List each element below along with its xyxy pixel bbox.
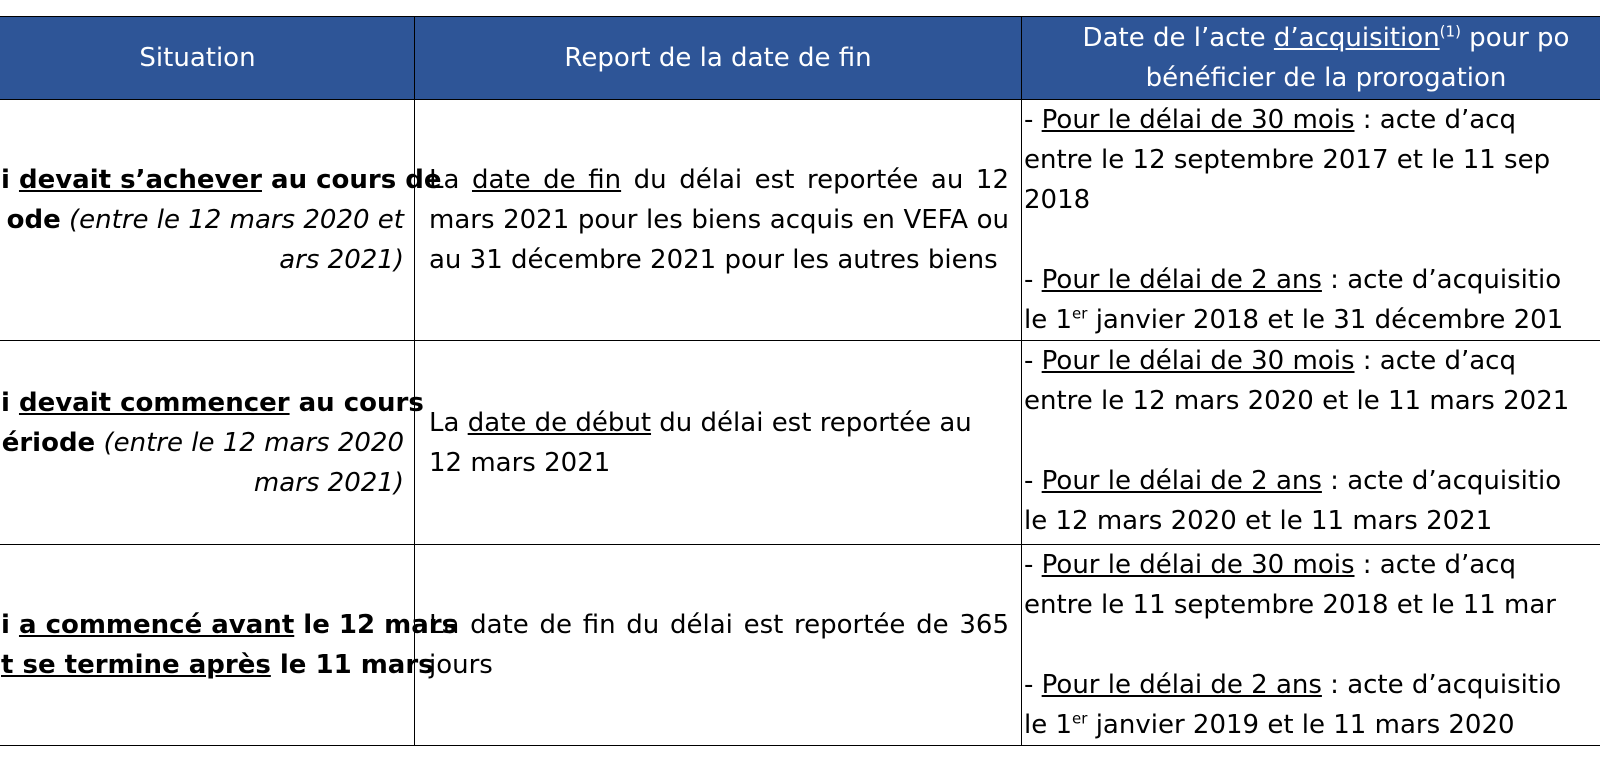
acte-delay-label: Pour le délai de 30 mois xyxy=(1041,105,1355,135)
acte-delay-label: Pour le délai de 30 mois xyxy=(1041,550,1355,580)
report-cell xyxy=(415,100,1022,341)
table-row xyxy=(0,341,1600,545)
acte-dash: - xyxy=(1024,466,1042,496)
situation-period: (entre le 12 mars 2020 et xyxy=(60,205,404,235)
header-acte-text-line2: bénéficier de la prorogation xyxy=(1145,63,1507,93)
situation-text: ode xyxy=(6,205,61,235)
acte-text: : acte d’acq xyxy=(1354,550,1516,580)
acte-dash: - xyxy=(1024,670,1042,700)
acte-text: janvier 2019 et le 11 mars 2020 xyxy=(1087,710,1515,740)
ordinal-suffix: er xyxy=(1072,709,1088,728)
report-cell xyxy=(415,341,1022,545)
acte-cell xyxy=(1022,341,1600,545)
acte-text: : acte d’acquisitio xyxy=(1321,466,1562,496)
report-keyword: date de fin xyxy=(471,165,622,195)
situation-text: i xyxy=(1,387,19,418)
prorogation-table-container xyxy=(0,16,1600,746)
header-report: Report de la date de fin xyxy=(415,17,1022,100)
acte-text: : acte d’acquisitio xyxy=(1321,265,1562,295)
situation-keyword: t se termine après xyxy=(1,650,271,680)
report-text: La xyxy=(429,407,468,438)
acte-delay-label: Pour le délai de 30 mois xyxy=(1041,346,1355,376)
acte-text: le 12 mars 2020 et le 11 mars 2021 xyxy=(1024,506,1493,536)
situation-text: i xyxy=(1,610,19,640)
paragraph-spacer xyxy=(1024,625,1600,665)
situation-cell xyxy=(0,100,442,341)
situation-text: le 12 mars xyxy=(294,610,458,640)
situation-cell xyxy=(0,545,458,746)
table-row xyxy=(0,545,1600,746)
situation-text: au cours xyxy=(289,387,424,418)
acte-text: le 1 xyxy=(1024,710,1073,740)
situation-keyword: devait commencer xyxy=(18,387,290,418)
report-text: du délai est reportée au 12 mars 2021 xyxy=(429,407,972,478)
acte-cell xyxy=(1022,100,1600,341)
acquisition-footnote-link[interactable]: d’acquisition xyxy=(1273,23,1440,53)
report-text: La xyxy=(429,165,472,195)
prorogation-table xyxy=(0,16,1600,746)
paragraph-spacer xyxy=(1024,220,1600,260)
acte-text: : acte d’acquisitio xyxy=(1321,670,1562,700)
acte-dash: - xyxy=(1024,265,1042,295)
acte-text: : acte d’acq xyxy=(1354,105,1516,135)
situation-period: ars 2021) xyxy=(279,245,404,275)
acte-text: : acte d’acq xyxy=(1354,346,1516,376)
report-keyword: date de début xyxy=(467,407,652,438)
table-row xyxy=(0,100,1600,341)
acte-dash: - xyxy=(1024,550,1042,580)
table-header-row xyxy=(0,17,1600,100)
footnote-marker: (1) xyxy=(1439,22,1461,41)
acte-text: janvier 2018 et le 31 décembre 201 xyxy=(1087,305,1564,335)
acte-dash: - xyxy=(1024,346,1042,376)
header-acte-text-a: Date de l’acte xyxy=(1082,23,1274,53)
acte-text: le 1 xyxy=(1024,305,1073,335)
acte-text: 2018 xyxy=(1024,185,1091,215)
acte-cell xyxy=(1022,545,1600,746)
acte-dash: - xyxy=(1024,105,1042,135)
acte-delay-label: Pour le délai de 2 ans xyxy=(1041,466,1322,496)
header-situation: Situation xyxy=(0,17,415,100)
situation-keyword: a commencé avant xyxy=(18,610,295,640)
situation-text: i xyxy=(1,165,19,195)
header-acte-text-b: pour po xyxy=(1460,23,1570,53)
acte-text: entre le 11 septembre 2018 et le 11 mar xyxy=(1024,590,1556,620)
report-text: La date de fin du délai est reportée de 365 jours xyxy=(429,610,1009,680)
header-acte-date xyxy=(1022,17,1600,100)
acte-delay-label: Pour le délai de 2 ans xyxy=(1041,670,1322,700)
acte-text: entre le 12 mars 2020 et le 11 mars 2021 xyxy=(1024,386,1570,416)
situation-text: au cours de xyxy=(261,165,442,195)
situation-period: mars 2021) xyxy=(253,467,404,498)
report-cell xyxy=(415,545,1022,746)
situation-text: le 11 mars xyxy=(270,650,434,680)
situation-period: (entre le 12 mars 2020 xyxy=(95,427,404,458)
situation-keyword: devait s’achever xyxy=(18,165,262,195)
situation-cell xyxy=(0,341,424,545)
report-text: du délai est reportée au 12 mars 2021 pour les biens acquis en VEFA ou au 31 décembre 2021 pour les autres biens xyxy=(429,165,1009,275)
situation-text: ériode xyxy=(1,427,96,458)
acte-delay-label: Pour le délai de 2 ans xyxy=(1041,265,1322,295)
ordinal-suffix: er xyxy=(1072,304,1088,323)
acte-text: entre le 12 septembre 2017 et le 11 sep xyxy=(1024,145,1551,175)
paragraph-spacer xyxy=(1024,421,1600,461)
